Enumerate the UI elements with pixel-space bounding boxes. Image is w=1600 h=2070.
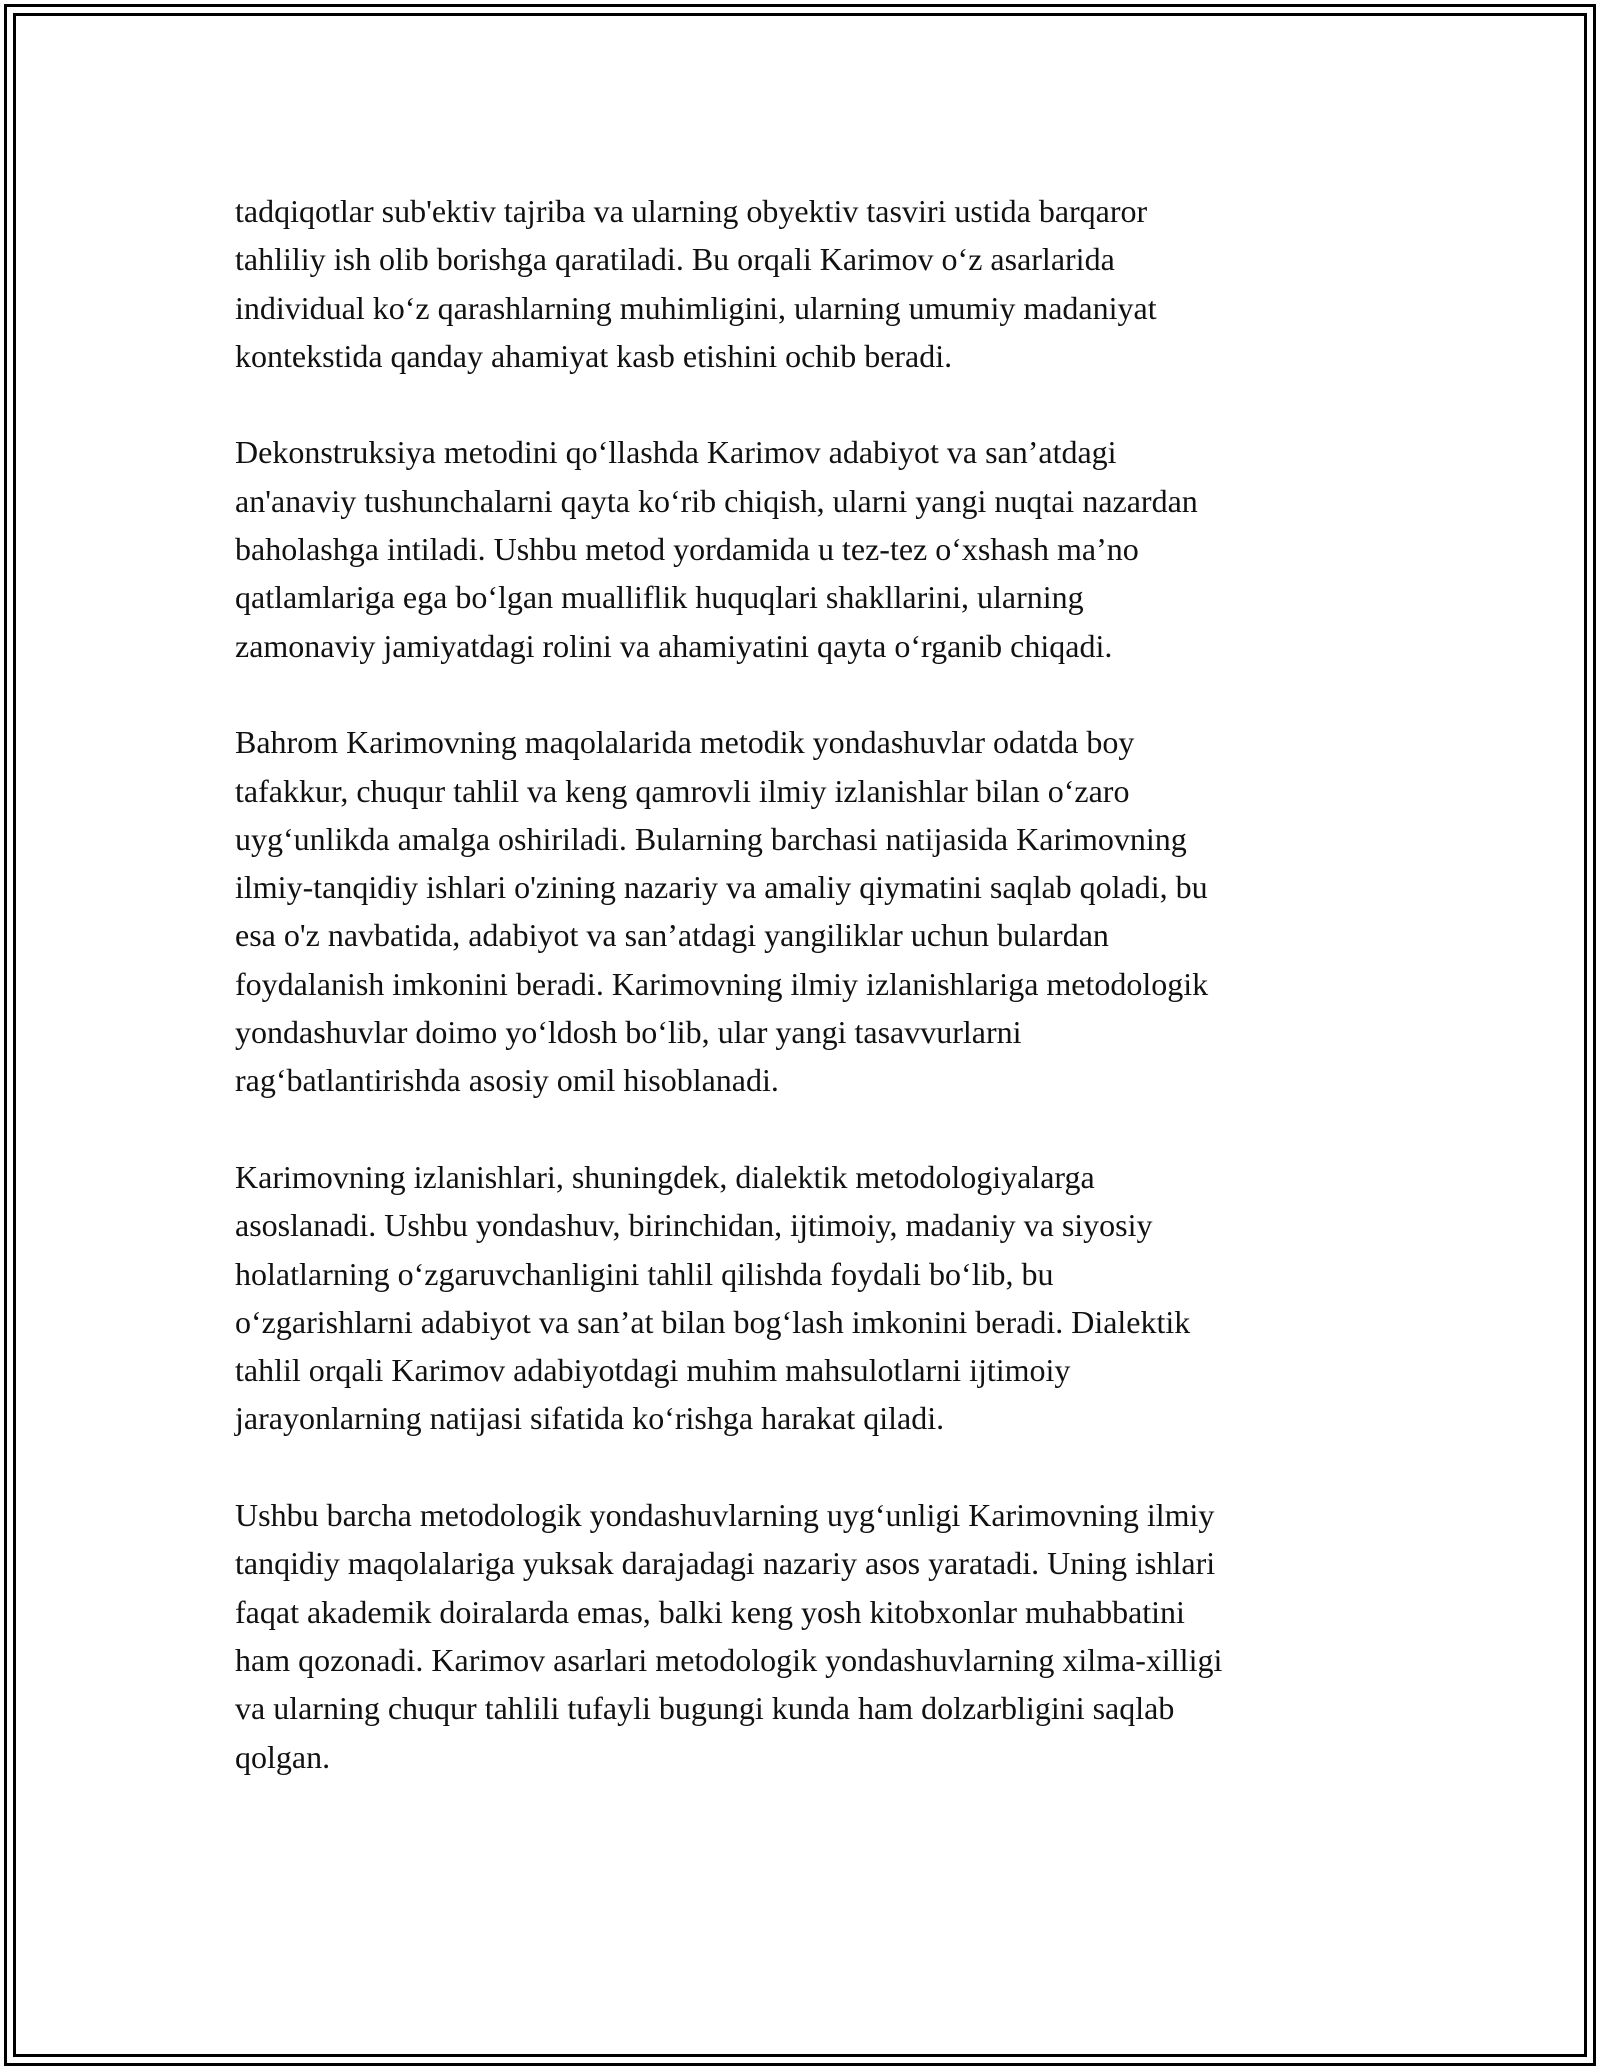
- document-body: [235, 187, 1385, 1829]
- text-line: ham qozonadi. Karimov asarlari metodologik yondashuvlarning xilma-xilligi: [235, 1641, 1223, 1678]
- paragraph-4: [235, 1153, 1385, 1443]
- paragraph-1: [235, 187, 1385, 380]
- text-line: va ularning chuqur tahlili tufayli bugungi kunda ham dolzarbligini saqlab: [235, 1690, 1175, 1727]
- text-line: tafakkur, chuqur tahlil va keng qamrovli ilmiy izlanishlar bilan o‘zaro: [235, 772, 1130, 809]
- text-line: Karimovning izlanishlari, shuningdek, dialektik metodologiyalarga: [235, 1158, 1095, 1195]
- text-line: uyg‘unlikda amalga oshiriladi. Bularning barchasi natijasida Karimovning: [235, 820, 1187, 857]
- text-line: holatlarning o‘zgaruvchanligini tahlil qilishda foydali bo‘lib, bu: [235, 1255, 1054, 1292]
- text-line: qolgan.: [235, 1738, 331, 1775]
- text-line: individual ko‘z qarashlarning muhimligini, ularning umumiy madaniyat: [235, 289, 1157, 326]
- text-line: foydalanish imkonini beradi. Karimovning ilmiy izlanishlariga metodologik: [235, 965, 1209, 1002]
- text-line: Ushbu barcha metodologik yondashuvlarning uyg‘unligi Karimovning ilmiy: [235, 1497, 1215, 1534]
- paragraph-2: [235, 428, 1385, 669]
- text-line: asoslanadi. Ushbu yondashuv, birinchidan, ijtimoiy, madaniy va siyosiy: [235, 1207, 1153, 1244]
- text-line: tahliliy ish olib borishga qaratiladi. Bu orqali Karimov o‘z asarlarida: [235, 241, 1115, 278]
- text-line: jarayonlarning natijasi sifatida ko‘rishga harakat qiladi.: [235, 1400, 945, 1437]
- text-line: faqat akademik doiralarda emas, balki keng yosh kitobxonlar muhabbatini: [235, 1593, 1185, 1630]
- text-line: Bahrom Karimovning maqolalarida metodik yondashuvlar odatda boy: [235, 724, 1135, 761]
- text-line: tahlil orqali Karimov adabiyotdagi muhim mahsulotlarni ijtimoiy: [235, 1352, 1071, 1389]
- text-line: rag‘batlantirishda asosiy omil hisoblanadi.: [235, 1062, 779, 1099]
- text-line: zamonaviy jamiyatdagi rolini va ahamiyatini qayta o‘rganib chiqadi.: [235, 627, 1113, 664]
- text-line: ilmiy-tanqidiy ishlari o'zining nazariy va amaliy qiymatini saqlab qoladi, bu: [235, 869, 1208, 906]
- text-line: o‘zgarishlarni adabiyot va san’at bilan bog‘lash imkonini beradi. Dialektik: [235, 1303, 1191, 1340]
- text-line: yondashuvlar doimo yo‘ldosh bo‘lib, ular yangi tasavvurlarni: [235, 1014, 1022, 1051]
- text-line: baholashga intiladi. Ushbu metod yordamida u tez-tez o‘xshash ma’no: [235, 531, 1139, 568]
- text-line: kontekstida qanday ahamiyat kasb etishini ochib beradi.: [235, 337, 953, 374]
- text-line: Dekonstruksiya metodini qo‘llashda Karimov adabiyot va san’atdagi: [235, 434, 1117, 471]
- text-line: esa o'z navbatida, adabiyot va san’atdagi yangiliklar uchun bulardan: [235, 917, 1109, 954]
- text-line: tadqiqotlar sub'ektiv tajriba va ularning obyektiv tasviri ustida barqaror: [235, 193, 1148, 229]
- text-line: qatlamlariga ega bo‘lgan mualliflik huquqlari shakllarini, ularning: [235, 579, 1084, 616]
- paragraph-3: [235, 718, 1385, 1104]
- text-line: an'anaviy tushunchalarni qayta ko‘rib chiqish, ularni yangi nuqtai nazardan: [235, 482, 1198, 519]
- text-line: tanqidiy maqolalariga yuksak darajadagi nazariy asos yaratadi. Uning ishlari: [235, 1545, 1216, 1582]
- paragraph-5: [235, 1491, 1385, 1781]
